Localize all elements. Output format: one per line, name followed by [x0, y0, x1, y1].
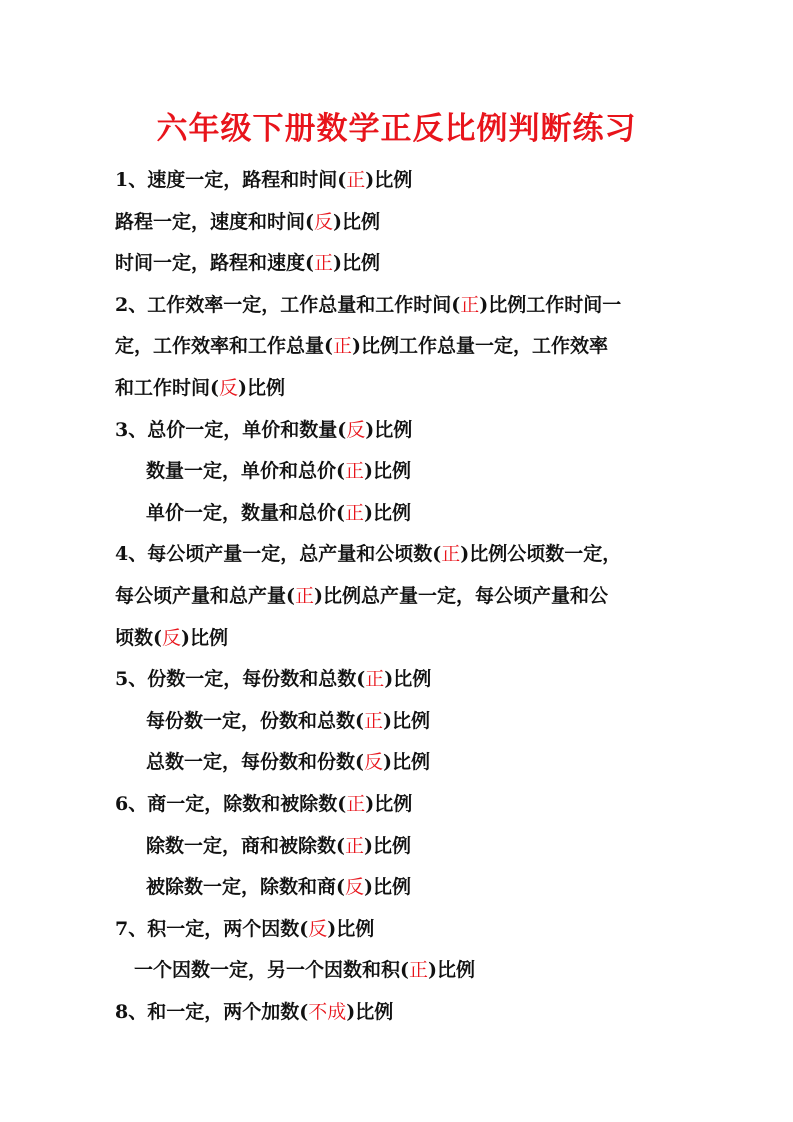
answer-text: 正: [314, 252, 334, 275]
exercise-line: [0, 493, 793, 535]
line-text: 7、积一定，两个因数(: [115, 917, 309, 940]
answer-text: 正: [364, 709, 384, 732]
answer-text: 反: [364, 751, 384, 774]
line-text: 每份数一定，份数和总数(: [146, 709, 364, 732]
answer-text: 正: [345, 834, 365, 857]
answer-text: 正: [441, 543, 461, 566]
exercise-line: [0, 826, 793, 868]
line-text: 每公顷产量和总产量(: [115, 584, 295, 607]
answer-text: 反: [308, 917, 328, 940]
line-text: 1、速度一定，路程和时间(: [115, 169, 347, 191]
line-text: 总数一定，每份数和份数(: [146, 751, 364, 774]
line-text: 除数一定，商和被除数(: [146, 834, 345, 857]
line-text: 8、和一定，两个加数(: [115, 1000, 309, 1023]
line-text: 3、总价一定，单价和数量(: [115, 418, 347, 441]
line-text: )比例: [428, 959, 476, 982]
answer-text: 不成: [308, 1000, 347, 1023]
answer-text: 反: [345, 876, 365, 899]
answer-text: 正: [460, 293, 480, 316]
line-text: 路程一定，速度和时间(: [115, 210, 314, 233]
line-text: )比例: [365, 418, 413, 441]
line-text: )比例: [364, 876, 412, 899]
line-text: 被除数一定，除数和商(: [146, 876, 345, 899]
answer-text: 正: [346, 792, 366, 815]
line-text: 单价一定，数量和总价(: [146, 501, 345, 524]
line-text: )比例工作时间一: [479, 293, 622, 316]
exercise-line: [0, 784, 793, 826]
answer-text: 正: [346, 169, 366, 191]
answer-text: 反: [219, 376, 239, 399]
line-text: )比例: [327, 917, 375, 940]
line-text: 定，工作效率和工作总量(: [115, 335, 333, 358]
exercise-line: [0, 950, 793, 992]
answer-text: 正: [295, 584, 315, 607]
exercise-line: [0, 909, 793, 951]
line-text: 和工作时间(: [115, 376, 219, 399]
exercise-line: [0, 659, 793, 701]
line-text: )比例: [365, 792, 413, 815]
exercise-line: [0, 451, 793, 493]
exercise-line: [0, 410, 793, 452]
line-text: )比例公顷数一定，: [460, 543, 622, 566]
exercise-line: [0, 742, 793, 784]
line-text: )比例: [364, 834, 412, 857]
line-text: 6、商一定，除数和被除数(: [115, 792, 347, 815]
line-text: )比例总产量一定，每公顷产量和公: [314, 584, 609, 607]
exercise-line: [0, 867, 793, 909]
exercise-list: [0, 160, 793, 1033]
line-text: 2、工作效率一定，工作总量和工作时间(: [115, 293, 461, 316]
answer-text: 正: [345, 501, 365, 524]
line-text: )比例: [383, 709, 431, 732]
answer-text: 反: [346, 418, 366, 441]
exercise-line: [0, 701, 793, 743]
line-text: 5、份数一定，每份数和总数(: [115, 668, 366, 691]
line-text: )比例: [238, 376, 286, 399]
line-text: 一个因数一定，另一个因数和积(: [134, 959, 409, 982]
exercise-line: [0, 534, 793, 576]
answer-text: 正: [365, 668, 385, 691]
exercise-line: [0, 285, 793, 327]
line-text: )比例工作总量一定，工作效率: [352, 335, 609, 358]
answer-text: 正: [333, 335, 353, 358]
exercise-line: [0, 992, 793, 1034]
exercise-line: [0, 243, 793, 285]
line-text: )比例: [384, 668, 432, 691]
line-text: )比例: [346, 1000, 394, 1023]
line-text: 时间一定，路程和速度(: [115, 252, 314, 275]
answer-text: 正: [409, 959, 429, 982]
exercise-line: [0, 202, 793, 244]
line-text: 顷数(: [115, 626, 162, 649]
exercise-line: [0, 576, 793, 618]
line-text: )比例: [364, 501, 412, 524]
line-text: 数量一定，单价和总价(: [146, 460, 345, 483]
line-text: )比例: [333, 210, 381, 233]
exercise-line: [0, 326, 793, 368]
line-text: )比例: [333, 252, 381, 275]
answer-text: 反: [162, 626, 182, 649]
answer-text: 正: [345, 460, 365, 483]
line-text: 4、每公顷产量一定，总产量和公顷数(: [115, 543, 442, 566]
page-title: 六年级下册数学正反比例判断练习: [156, 111, 637, 147]
exercise-line: [0, 618, 793, 660]
exercise-line: [0, 368, 793, 410]
line-text: )比例: [181, 626, 229, 649]
exercise-line: [0, 160, 793, 202]
line-text: )比例: [365, 169, 413, 191]
line-text: )比例: [383, 751, 431, 774]
answer-text: 反: [314, 210, 334, 233]
line-text: )比例: [364, 460, 412, 483]
